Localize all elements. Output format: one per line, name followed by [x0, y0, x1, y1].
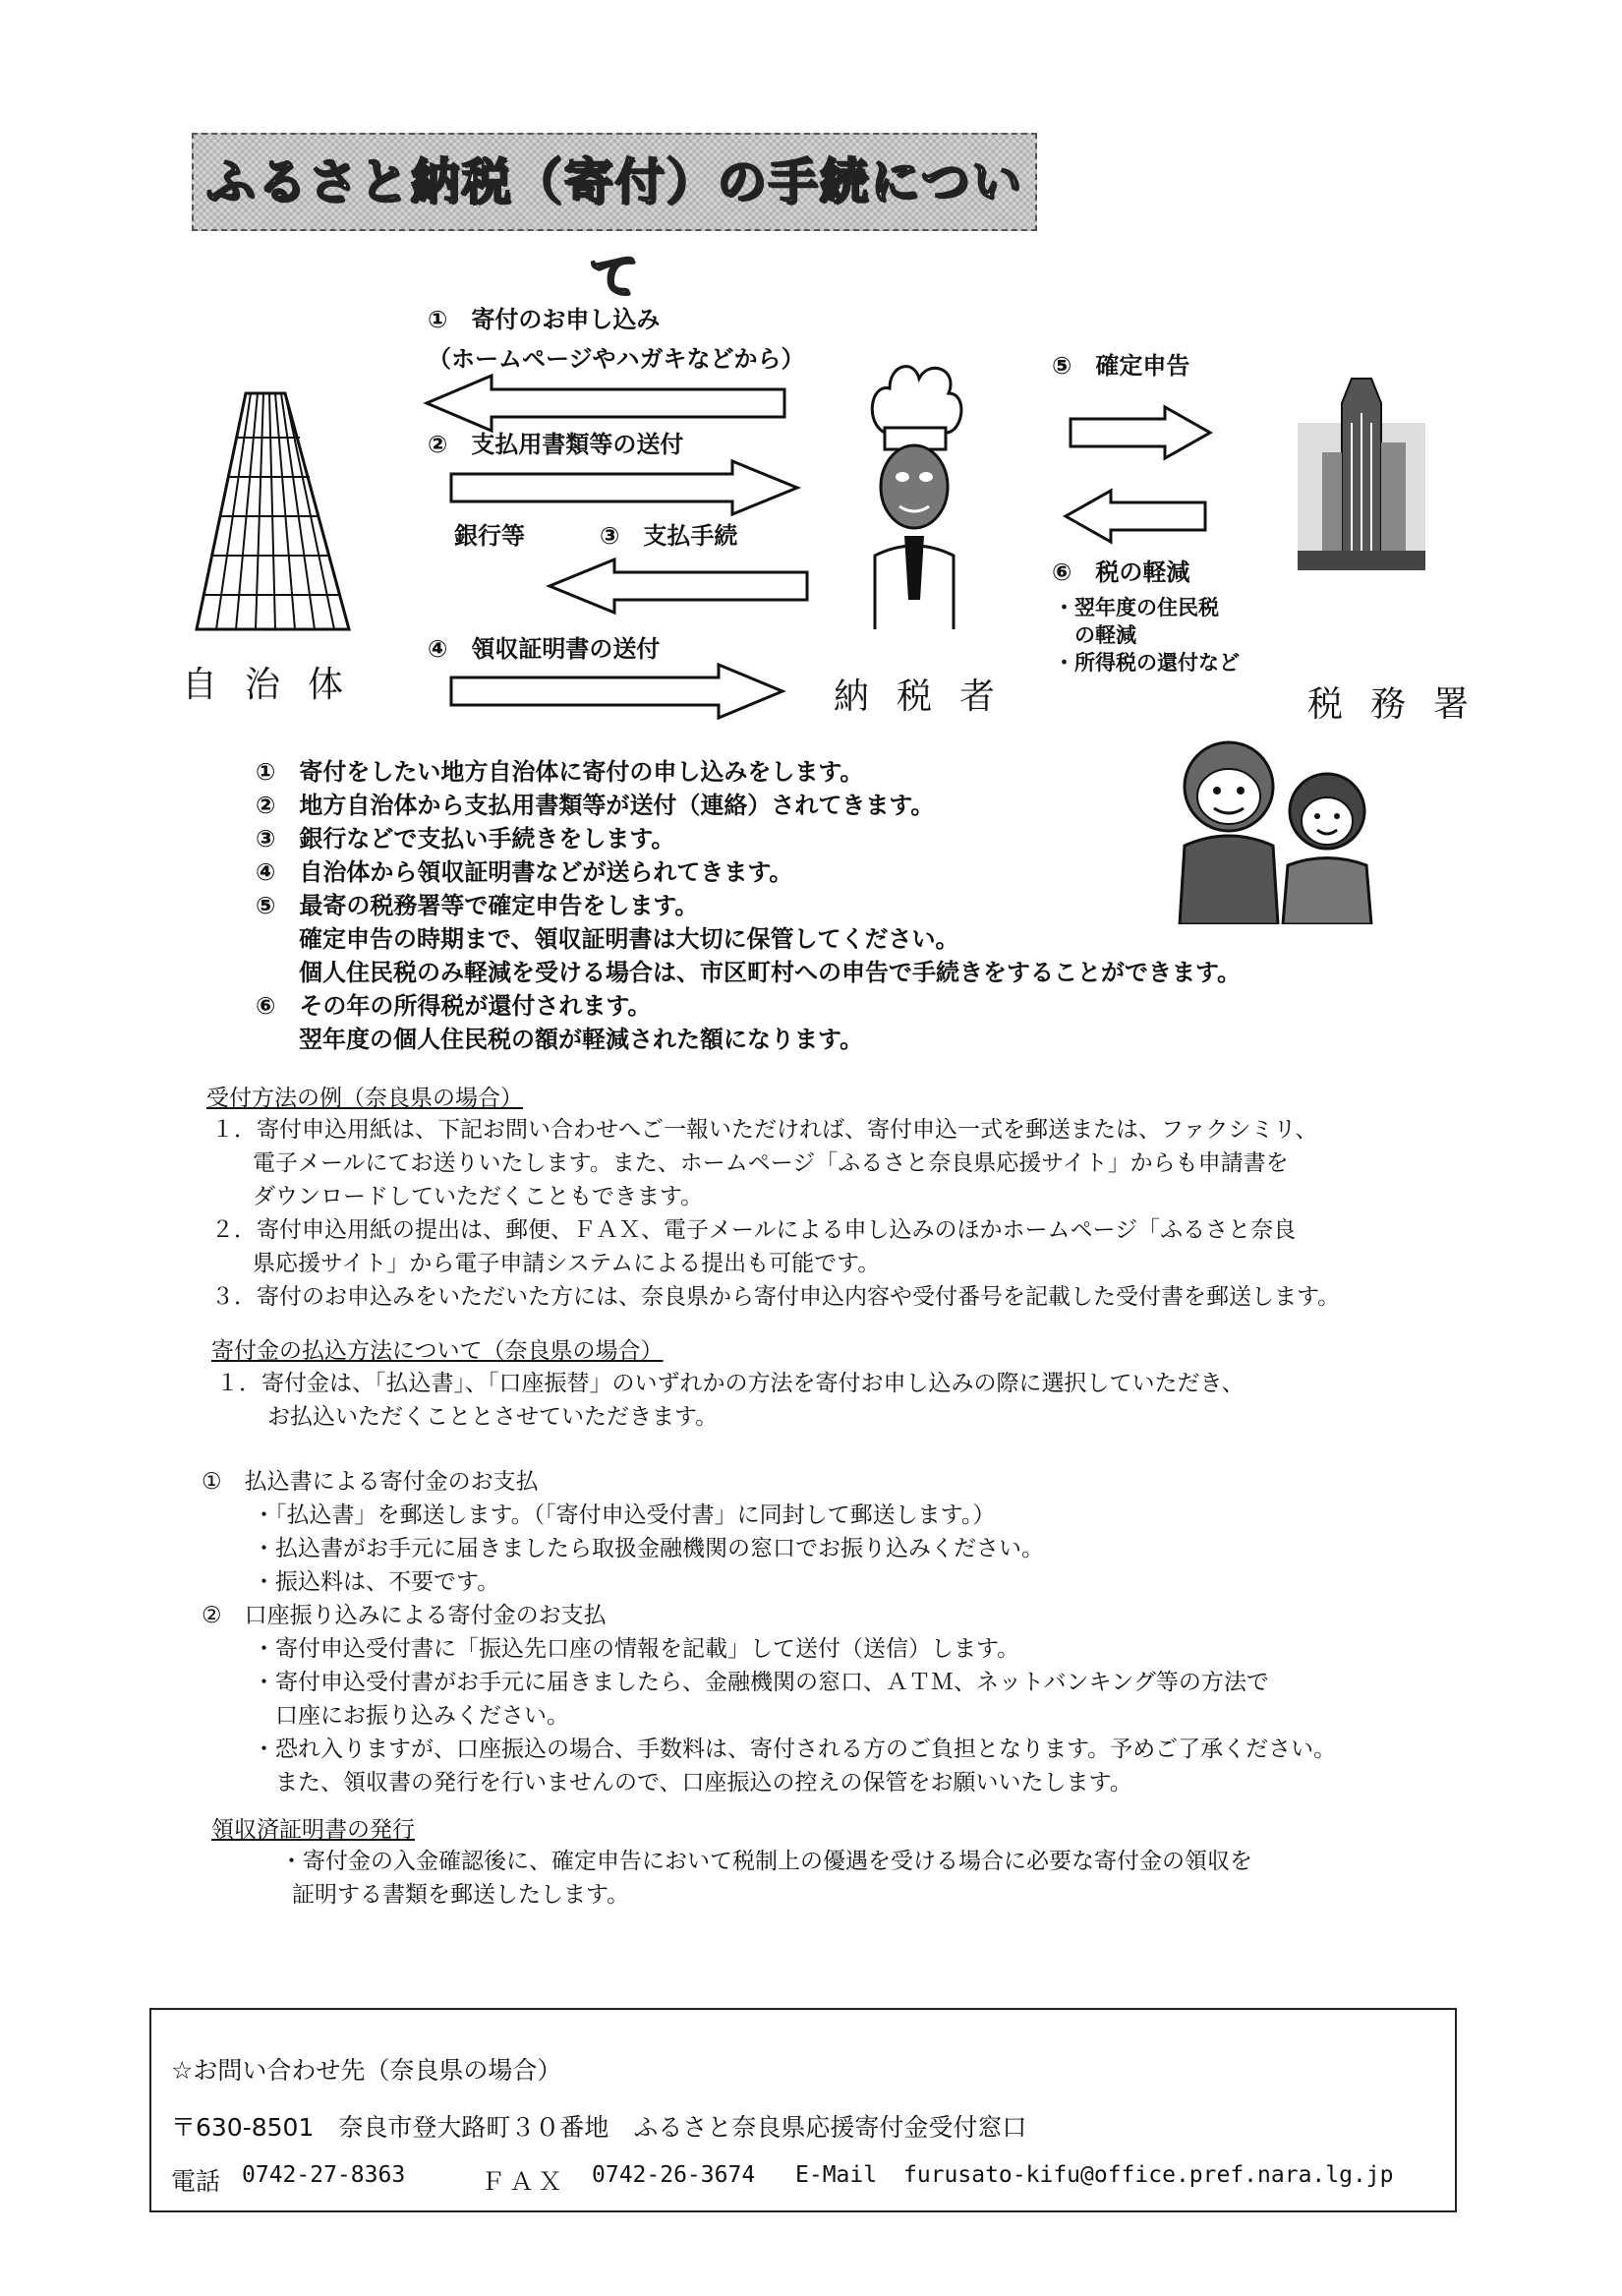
arrow-tax-reduction	[1062, 487, 1209, 546]
arrow-tax-return	[1067, 403, 1214, 462]
method2-line-1: ・寄付申込受付書に「振込先口座の情報を記載」して送付（送信）します。	[253, 1636, 1020, 1662]
step-item-6-note: 翌年度の個人住民税の額が軽減された額になります。	[299, 1026, 864, 1053]
reception-body	[211, 1113, 1340, 1314]
contact-fax-label: ＦＡＸ	[481, 2167, 567, 2196]
payment-line-1: １．寄付金は、「払込書」、「口座振替」のいずれかの方法を寄付お申し込みの際に選択していただき、	[216, 1371, 1245, 1396]
method2-line-2: ・寄付申込受付書がお手元に届きましたら、金融機関の窓口、ＡＴＭ、ネットバンキング等の方法で	[253, 1670, 1269, 1695]
contact-email[interactable]: furusato-kifu@office.pref.nara.lg.jp	[903, 2162, 1394, 2188]
receipt-line-2: 証明する書類を郵送したします。	[292, 1882, 630, 1908]
cartoon-couple-icon	[1160, 728, 1396, 928]
method2-line-3: 口座にお振り込みください。	[253, 1703, 569, 1729]
payment-body	[216, 1367, 1245, 1434]
receipt-line-1: ・寄付金の入金確認後に、確定申告において税制上の優遇を受ける場合に必要な寄付金の領収を	[280, 1849, 1252, 1874]
reception-line-3: ダウンロードしていただくこともできます。	[253, 1184, 704, 1209]
contact-heading: ☆お問い合わせ先（奈良県の場合）	[171, 2056, 562, 2085]
step3-label: ③ 支払手続	[600, 522, 738, 550]
step6-note-1: ・翌年度の住民税	[1054, 596, 1219, 619]
step-item-2: ② 地方自治体から支払用書類等が送付（連絡）されてきます。	[256, 792, 935, 819]
chef-taxpayer-icon	[855, 354, 973, 633]
contact-address: 〒630-8501 奈良市登大路町３０番地 ふるさと奈良県応援寄付金受付窓口	[171, 2113, 1027, 2142]
step-item-3: ③ 銀行などで支払い手続きをします。	[256, 825, 675, 853]
step-item-5-note-1: 確定申告の時期まで、領収証明書は大切に保管してください。	[299, 925, 959, 953]
step6-note-3: ・所得税の還付など	[1054, 651, 1240, 675]
contact-email-label: E-Mail	[795, 2162, 878, 2188]
reception-line-4: ２．寄付申込用紙の提出は、郵便、ＦＡＸ、電子メールによる申し込みのほかホームページ「ふるさと奈良	[211, 1217, 1297, 1243]
step-item-1: ① 寄付をしたい地方自治体に寄付の申し込みをします。	[256, 758, 864, 786]
arrow-receipt	[447, 661, 786, 722]
payment-method-1	[202, 1465, 1336, 1799]
method2-title: ② 口座振り込みによる寄付金のお支払	[202, 1603, 607, 1628]
municipality-label: 自治体	[182, 665, 372, 705]
step6-label: ⑥ 税の軽減	[1052, 559, 1190, 586]
receipt-heading: 領収済証明書の発行	[211, 1817, 415, 1843]
contact-phone: 0742-27-8363	[242, 2162, 406, 2188]
reception-line-6: ３．寄付のお申込みをいただいた方には、奈良県から寄付申込内容や受付番号を記載した受付書を郵送します。	[211, 1284, 1341, 1310]
step-item-5: ⑤ 最寄の税務署等で確定申告をします。	[256, 892, 699, 919]
page-title: ふるさと納税（寄付）の手続について	[205, 152, 1023, 305]
step1-label: ① 寄付のお申し込み	[428, 306, 661, 333]
method1-title: ① 払込書による寄付金のお支払	[202, 1469, 539, 1495]
tax-office-tower-icon	[1298, 374, 1425, 574]
contact-box	[149, 2008, 1457, 2212]
method1-line-3: ・振込料は、不要です。	[253, 1569, 500, 1595]
arrow-payment	[546, 556, 811, 617]
step-item-6: ⑥ その年の所得税が還付されます。	[256, 992, 652, 1020]
taxpayer-label: 納税者	[834, 677, 1023, 717]
step-item-5-note-2: 個人住民税のみ軽減を受ける場合は、市区町村への申告で手続きをすることができます。	[299, 959, 1242, 986]
step2-label: ② 支払用書類等の送付	[428, 431, 684, 458]
payment-line-2: お払込いただくこととさせていただきます。	[267, 1404, 719, 1430]
reception-line-1: １．寄付申込用紙は、下記お問い合わせへご一報いただければ、寄付申込一式を郵送または、ファクシミリ、	[211, 1117, 1318, 1143]
method2-line-4: ・恐れ入りますが、口座振込の場合、手数料は、寄付される方のご負担となります。予めご了承ください。	[253, 1737, 1337, 1762]
step1-sub: （ホームページやハガキなどから）	[428, 345, 805, 373]
step4-label: ④ 領収証明書の送付	[428, 635, 661, 663]
reception-heading: 受付方法の例（奈良県の場合）	[206, 1086, 523, 1111]
contact-phone-label: 電話	[171, 2167, 221, 2196]
office-building-icon	[177, 388, 364, 638]
reception-line-2: 電子メールにてお送りいたします。また、ホームページ「ふるさと奈良県応援サイト」からも申請書を	[253, 1150, 1289, 1176]
payment-heading: 寄付金の払込方法について（奈良県の場合）	[211, 1338, 664, 1364]
method2-line-5: また、領収書の発行を行いませんので、口座振込の控えの保管をお願いいたします。	[253, 1770, 1132, 1796]
step6-note-2: の軽減	[1054, 623, 1136, 647]
method1-line-1: ・「払込書」を郵送します。（「寄付申込受付書」に同封して郵送します。）	[253, 1502, 996, 1528]
receipt-body	[280, 1845, 1252, 1912]
bank-label: 銀行等	[454, 522, 525, 550]
arrow-send-documents	[447, 457, 801, 518]
contact-fax: 0742-26-3674	[592, 2162, 756, 2188]
title-banner	[192, 133, 1037, 305]
step5-label: ⑤ 確定申告	[1052, 352, 1190, 380]
step-item-4: ④ 自治体から領収証明書などが送られてきます。	[256, 858, 793, 886]
tax-office-label: 税務署	[1307, 684, 1497, 725]
reception-line-5: 県応援サイト」から電子申請システムによる提出も可能です。	[253, 1251, 881, 1276]
method1-line-2: ・払込書がお手元に届きましたら取扱金融機関の窓口でお振り込みください。	[253, 1536, 1044, 1561]
